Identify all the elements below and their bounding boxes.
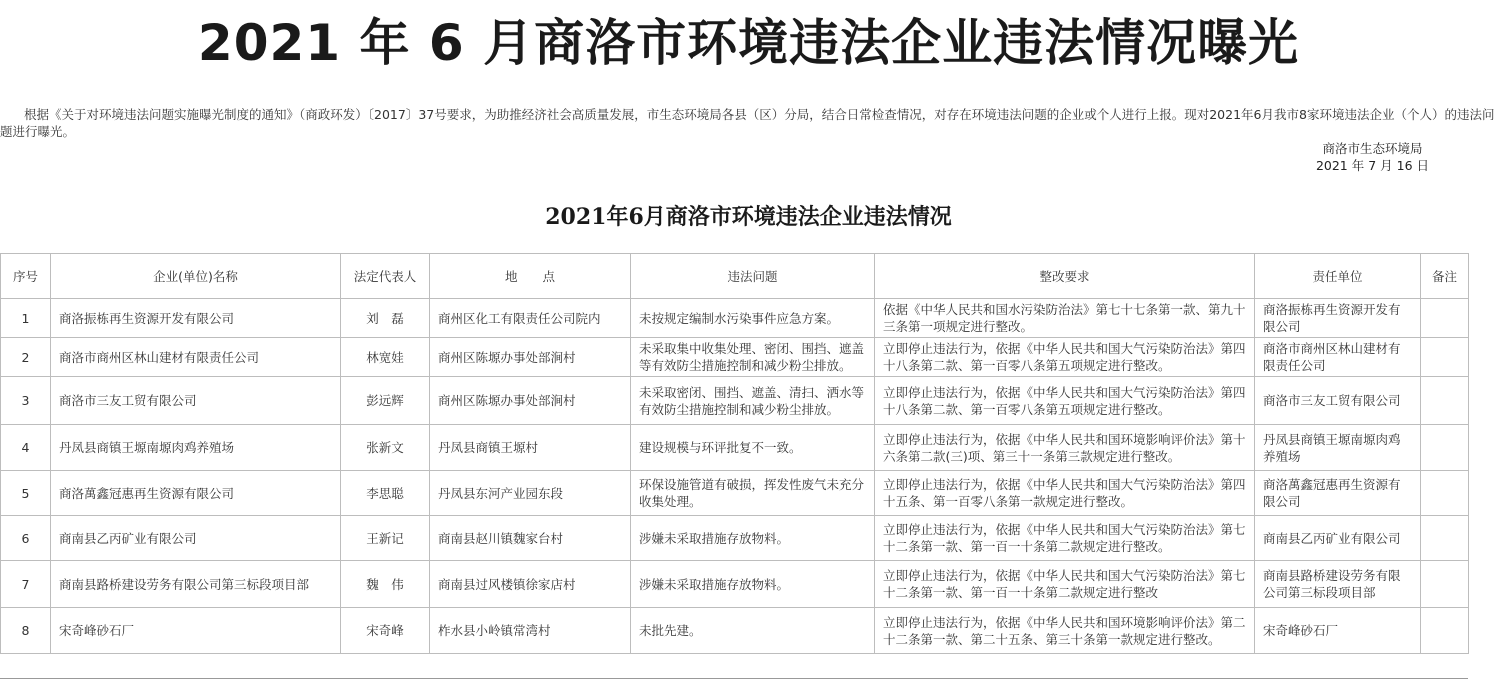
cell-location: 丹凤县东河产业园东段 [430,471,631,516]
cell-responsible-unit: 商洛振栋再生资源开发有限公司 [1255,299,1421,338]
cell-company: 商南县路桥建设劳务有限公司第三标段项目部 [51,561,341,608]
cell-company: 商洛萬鑫冠惠再生资源有限公司 [51,471,341,516]
cell-remarks [1421,608,1469,654]
col-header-responsible-unit: 责任单位 [1255,254,1421,299]
cell-location: 商州区化工有限责任公司院内 [430,299,631,338]
cell-requirement: 立即停止违法行为，依据《中华人民共和国大气污染防治法》第四十五条、第一百零八条第一款规定进行整改。 [875,471,1255,516]
bottom-divider [0,678,1468,679]
cell-location: 商州区陈塬办事处部涧村 [430,377,631,425]
table-row [1,516,1469,561]
cell-location: 丹凤县商镇王塬村 [430,425,631,471]
cell-remarks [1421,299,1469,338]
cell-company: 商洛振栋再生资源开发有限公司 [51,299,341,338]
cell-company: 丹凤县商镇王塬南塬肉鸡养殖场 [51,425,341,471]
table-row [1,338,1469,377]
cell-remarks [1421,516,1469,561]
cell-requirement: 立即停止违法行为，依据《中华人民共和国大气污染防治法》第四十八条第二款、第一百零八条第五项规定进行整改。 [875,377,1255,425]
table-row [1,561,1469,608]
cell-legal-rep: 彭远辉 [341,377,430,425]
cell-legal-rep: 王新记 [341,516,430,561]
cell-violation: 未采取集中收集处理、密闭、围挡、遮盖等有效防尘措施控制和减少粉尘排放。 [631,338,875,377]
cell-location: 商州区陈塬办事处部涧村 [430,338,631,377]
cell-violation: 环保设施管道有破损，挥发性废气未充分收集处理。 [631,471,875,516]
cell-responsible-unit: 商洛萬鑫冠惠再生资源有限公司 [1255,471,1421,516]
table-row [1,299,1469,338]
cell-company: 商洛市三友工贸有限公司 [51,377,341,425]
cell-legal-rep: 李思聪 [341,471,430,516]
cell-company: 商洛市商州区林山建材有限责任公司 [51,338,341,377]
cell-legal-rep: 宋奇峰 [341,608,430,654]
cell-responsible-unit: 宋奇峰砂石厂 [1255,608,1421,654]
table-row [1,377,1469,425]
cell-no: 1 [1,299,51,338]
col-header-no: 序号 [1,254,51,299]
cell-violation: 涉嫌未采取措施存放物料。 [631,516,875,561]
table-row [1,425,1469,471]
table-title: 2021年6月商洛市环境违法企业违法情况 [545,204,952,230]
col-header-legal-rep: 法定代表人 [341,254,430,299]
cell-location: 柞水县小岭镇常湾村 [430,608,631,654]
cell-remarks [1421,338,1469,377]
cell-violation: 未批先建。 [631,608,875,654]
issue-date: 2021 年 7 月 16 日 [1315,158,1429,173]
cell-violation: 建设规模与环评批复不一致。 [631,425,875,471]
table-row [1,608,1469,654]
cell-remarks [1421,471,1469,516]
signature-block [1316,140,1429,174]
cell-remarks [1421,561,1469,608]
cell-legal-rep: 魏 伟 [341,561,430,608]
cell-location: 商南县赵川镇魏家台村 [430,516,631,561]
page-headline: 2021 年 6 月商洛市环境违法企业违法情况曝光 [197,14,1300,72]
cell-no: 3 [1,377,51,425]
col-header-location: 地 点 [430,254,631,299]
cell-violation: 未采取密闭、围挡、遮盖、清扫、洒水等有效防尘措施控制和减少粉尘排放。 [631,377,875,425]
cell-no: 4 [1,425,51,471]
issuing-organization: 商洛市生态环境局 [1322,141,1423,156]
cell-no: 2 [1,338,51,377]
cell-responsible-unit: 商洛市商州区林山建材有限责任公司 [1255,338,1421,377]
cell-requirement: 立即停止违法行为，依据《中华人民共和国大气污染防治法》第七十二条第一款、第一百一十条第二款规定进行整改。 [875,516,1255,561]
cell-legal-rep: 林宽娃 [341,338,430,377]
cell-location: 商南县过风楼镇徐家店村 [430,561,631,608]
col-header-company: 企业(单位)名称 [51,254,341,299]
violations-table [0,253,1469,654]
col-header-violation: 违法问题 [631,254,875,299]
cell-remarks [1421,377,1469,425]
cell-remarks [1421,425,1469,471]
cell-company: 商南县乙丙矿业有限公司 [51,516,341,561]
cell-company: 宋奇峰砂石厂 [51,608,341,654]
table-header-row [1,254,1469,299]
cell-legal-rep: 刘 磊 [341,299,430,338]
cell-requirement: 立即停止违法行为，依据《中华人民共和国环境影响评价法》第二十二条第一款、第二十五条、第三十条第一款规定进行整改。 [875,608,1255,654]
col-header-requirement: 整改要求 [875,254,1255,299]
cell-violation: 涉嫌未采取措施存放物料。 [631,561,875,608]
cell-requirement: 依据《中华人民共和国水污染防治法》第七十七条第一款、第九十三条第一项规定进行整改。 [875,299,1255,338]
table-row [1,471,1469,516]
cell-no: 8 [1,608,51,654]
cell-no: 6 [1,516,51,561]
cell-legal-rep: 张新文 [341,425,430,471]
intro-paragraph: 根据《关于对环境违法问题实施曝光制度的通知》（商政环发）〔2017〕37号要求，为助推经济社会高质量发展，市生态环境局各县（区）分局，结合日常检查情况，对存在环境违法问题的企业或个人进行上报。现对2021年6月我市8家环境违法企业（个人）的违法问题进行曝光。 [0,107,1495,139]
cell-requirement: 立即停止违法行为，依据《中华人民共和国大气污染防治法》第七十二条第一款、第一百一十条第二款规定进行整改 [875,561,1255,608]
cell-violation: 未按规定编制水污染事件应急方案。 [631,299,875,338]
cell-responsible-unit: 商南县路桥建设劳务有限公司第三标段项目部 [1255,561,1421,608]
col-header-remarks: 备注 [1421,254,1469,299]
cell-responsible-unit: 丹凤县商镇王塬南塬肉鸡养殖场 [1255,425,1421,471]
cell-responsible-unit: 商南县乙丙矿业有限公司 [1255,516,1421,561]
cell-no: 5 [1,471,51,516]
cell-requirement: 立即停止违法行为，依据《中华人民共和国大气污染防治法》第四十八条第二款、第一百零八条第五项规定进行整改。 [875,338,1255,377]
cell-no: 7 [1,561,51,608]
cell-responsible-unit: 商洛市三友工贸有限公司 [1255,377,1421,425]
cell-requirement: 立即停止违法行为，依据《中华人民共和国环境影响评价法》第十六条第二款(三)项、第三十一条第三款规定进行整改。 [875,425,1255,471]
